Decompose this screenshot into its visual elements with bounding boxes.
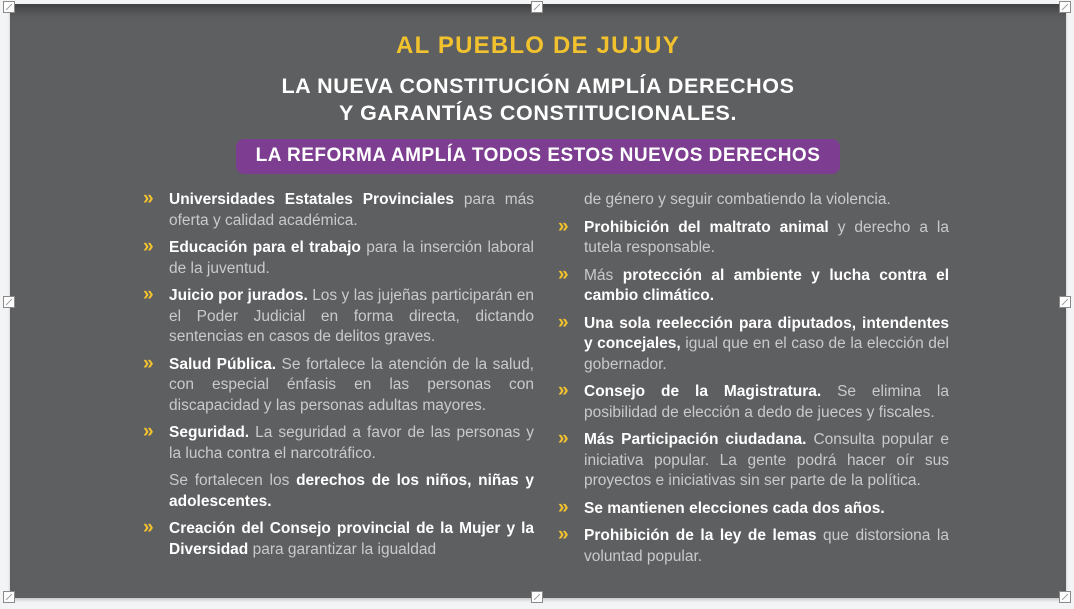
selection-handle-bottom-center[interactable]	[531, 591, 543, 603]
list-item-continuation-right-0: de género y seguir combatiendo la violencia.	[584, 191, 891, 208]
bullet-chevrons-icon: »	[143, 188, 152, 209]
bullet-chevrons-icon: »	[558, 428, 567, 449]
list-item-right-2: » Más protección al ambiente y lucha contra el cambio climático.	[558, 263, 949, 304]
bullet-chevrons-icon: »	[143, 517, 152, 538]
bullet-chevrons-icon: »	[143, 284, 152, 305]
list-item-right-7: » Prohibición de la ley de lemas que distorsiona la voluntad popular.	[558, 524, 949, 565]
bullet-chevrons-icon: »	[558, 380, 567, 401]
resize-diagonal-icon	[4, 592, 14, 602]
resize-diagonal-icon	[1060, 2, 1070, 12]
left-column	[143, 190, 534, 574]
bullet-chevrons-icon: »	[558, 311, 567, 333]
bullet-chevrons-icon: »	[143, 421, 152, 442]
list-item-right-1: » Prohibición del maltrato animal y derecho a la tutela responsable.	[558, 215, 949, 256]
list-item-right-3: » Una sola reelección para diputados, intendentes y concejales, igual que en el caso de la elección del gobernador.	[558, 311, 949, 373]
selection-handle-mid-left[interactable]	[3, 296, 15, 308]
reform-banner-row	[10, 139, 1066, 174]
resize-diagonal-icon	[4, 2, 14, 12]
resize-diagonal-icon	[532, 2, 542, 12]
flyer-subtitle	[10, 73, 1066, 127]
resize-diagonal-icon	[4, 297, 14, 307]
list-item-right-4: » Consejo de la Magistratura. Se elimina la posibilidad de elección a dedo de jueces y fiscales.	[558, 380, 949, 421]
list-item-left-2: » Juicio por jurados. Los y las jujeñas participarán en el Poder Judicial en forma directa, dictando sentencias en casos de delitos graves.	[143, 284, 534, 345]
bullet-chevrons-icon: »	[558, 524, 567, 545]
list-item-left-3: » Salud Pública. Se fortalece la atención de la salud, con especial énfasis en las personas con discapacidad y las personas adultas mayores.	[143, 352, 534, 414]
resize-diagonal-icon	[1060, 592, 1070, 602]
reform-banner: LA REFORMA AMPLÍA TODOS ESTOS NUEVOS DERECHOS	[236, 139, 841, 174]
list-item-left-4: » Seguridad. La seguridad a favor de las personas y la lucha contra el narcotráfico.	[143, 421, 534, 462]
list-item-continuation-left-5: Se fortalecen los derechos de los niños, niñas y adolescentes.	[169, 472, 534, 510]
list-item-left-6: » Creación del Consejo provincial de la Mujer y la Diversidad para garantizar la igualdad	[143, 517, 534, 558]
bullet-chevrons-icon: »	[143, 236, 152, 257]
bullet-chevrons-icon: »	[143, 352, 152, 374]
rights-columns	[10, 190, 1066, 574]
resize-diagonal-icon	[1060, 297, 1070, 307]
list-item-left-0: » Universidades Estatales Provinciales para más oferta y calidad académica.	[143, 188, 534, 229]
bullet-chevrons-icon: »	[558, 263, 567, 285]
selection-handle-top-left[interactable]	[3, 1, 15, 13]
list-item-right-5: » Más Participación ciudadana. Consulta popular e iniciativa popular. La gente podrá hacer oír sus proyectos e iniciativas sin ser parte de la política.	[558, 428, 949, 489]
list-item-right-6: » Se mantienen elecciones cada dos años.	[558, 496, 885, 518]
list-item-left-1: » Educación para el trabajo para la inserción laboral de la juventud.	[143, 236, 534, 277]
bullet-chevrons-icon: »	[558, 215, 567, 237]
bullet-chevrons-icon: »	[558, 496, 567, 518]
selection-handle-top-right[interactable]	[1059, 1, 1071, 13]
flyer-subtitle-line2: Y GARANTÍAS CONSTITUCIONALES.	[338, 101, 738, 125]
selection-handle-bottom-left[interactable]	[3, 591, 15, 603]
flyer-title: AL PUEBLO DE JUJUY	[396, 32, 680, 59]
selection-handle-bottom-right[interactable]	[1059, 591, 1071, 603]
selection-handle-mid-right[interactable]	[1059, 296, 1071, 308]
right-column	[558, 190, 949, 574]
flyer-subtitle-line1: LA NUEVA CONSTITUCIÓN AMPLÍA DERECHOS	[281, 74, 795, 98]
selection-handle-top-center[interactable]	[531, 1, 543, 13]
flyer-image[interactable]	[10, 4, 1066, 598]
resize-diagonal-icon	[532, 592, 542, 602]
